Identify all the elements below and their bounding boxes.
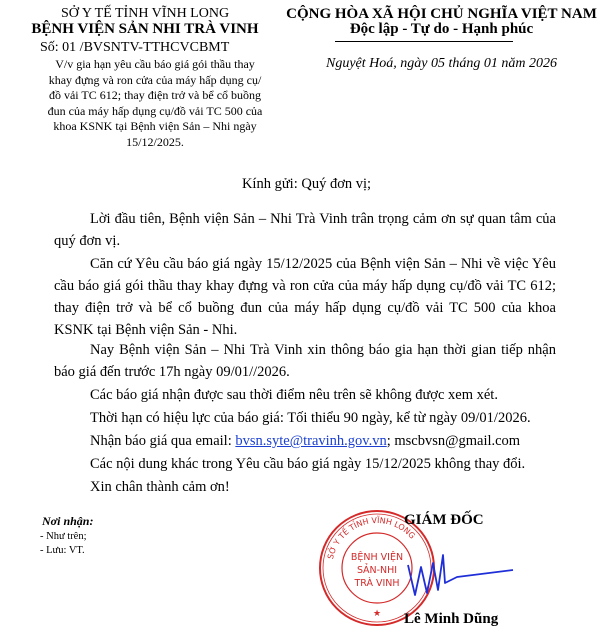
document-number: Số: 01 /BVSNTV-TTHCVCBMT [40,40,230,55]
recipients-title: Nơi nhận: [42,514,94,528]
country-name: CỘNG HÒA XÃ HỘI CHỦ NGHĨA VIỆT NAM [286,6,597,22]
national-motto: Độc lập - Tự do - Hạnh phúc [349,21,534,37]
email-secondary: mscbvsn@gmail.com [394,433,521,449]
stamp-line: BỆNH VIỆN [350,552,404,563]
department-name: SỞ Y TẾ TỈNH VĨNH LONG [60,6,230,21]
organization-name: BỆNH VIỆN SẢN NHI TRÀ VINH [31,21,259,37]
handwritten-signature [405,545,515,605]
email-separator: ; [386,433,395,449]
paragraph-reference: Căn cứ Yêu cầu báo giá ngày 15/12/2025 của Bệnh viện Sản – Nhi về việc Yêu cầu báo giá gói thầu thay khay đựng và ron cửa của máy hấp dụng cụ/đồ vải TC 612; thay điện trở và bể cổ buồng đun của máy hấp dụng cụ/đồ vải TC 500 của khoa KSNK tại Bệnh viện Sản - Nhi. [54,256,556,338]
signer-position: GIÁM ĐỐC [404,512,484,528]
stamp-star: ★ [372,608,382,618]
stamp-line: SẢN-NHI [356,565,398,576]
validity-notice: Thời hạn có hiệu lực của báo giá: Tối thiểu 90 ngày, kể từ ngày 09/01/2026. [90,410,531,426]
document-subject: V/v gia hạn yêu cầu báo giá gói thầu thay khay đựng và ron cửa của máy hấp dụng cụ/đồ vải TC 612; thay điện trở và bể cổ buồng đun của máy hấp dụng cụ/đồ vải TC 500 của khoa KSNK tại Bệnh viện Sản – Nhi ngày 15/12/2025. [47,57,263,149]
paragraph-thanks: Lời đầu tiên, Bệnh viện Sản – Nhi Trà Vinh trân trọng cảm ơn sự quan tâm của quý đơn vị. [54,211,556,249]
recipient-item: - Lưu: VT. [40,545,85,556]
paragraph-extension: Nay Bệnh viện Sản – Nhi Trà Vinh xin thông báo gia hạn thời gian tiếp nhận báo giá đến trước 17h ngày 09/01//2026. [54,342,556,380]
email-label: Nhận báo giá qua email: [90,433,236,449]
motto-underline [335,41,513,42]
stamp-ring-text: SỞ Y TẾ TỈNH VĨNH LONG [325,515,417,561]
signer-name: Lê Minh Dũng [404,611,499,627]
closing-thanks: Xin chân thành cảm ơn! [90,479,230,495]
late-notice: Các báo giá nhận được sau thời điểm nêu trên sẽ không được xem xét. [90,387,498,403]
salutation: Kính gửi: Quý đơn vị; [241,176,372,192]
email-line [90,433,520,450]
place-date: Nguyệt Hoá, ngày 05 tháng 01 năm 2026 [326,56,557,71]
email-link-primary[interactable]: bvsn.syte@travinh.gov.vn [235,433,387,449]
unchanged-notice: Các nội dung khác trong Yêu cầu báo giá ngày 15/12/2025 không thay đổi. [90,456,526,472]
stamp-line: TRÀ VINH [354,578,400,589]
recipient-item: - Như trên; [40,531,87,542]
